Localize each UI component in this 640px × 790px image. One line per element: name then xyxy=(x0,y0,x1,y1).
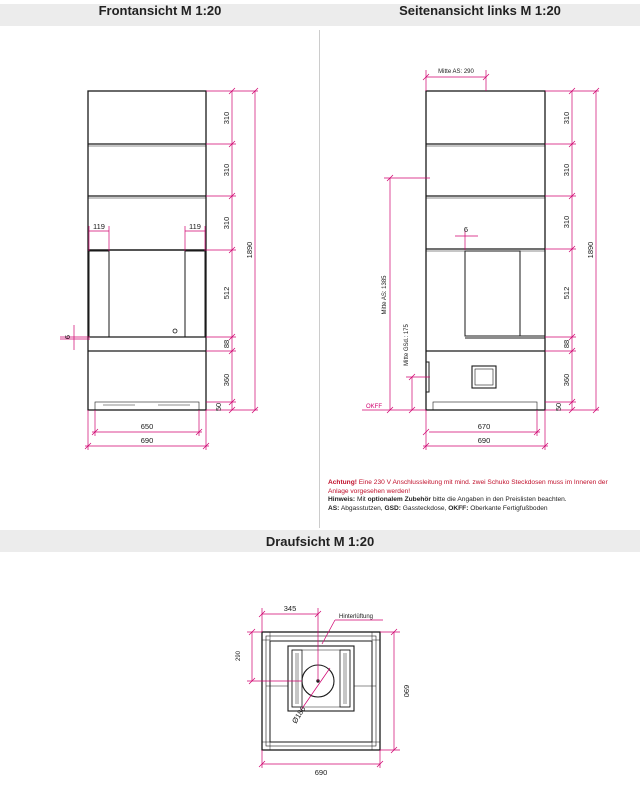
top-dim-690-width: 690 xyxy=(314,768,328,777)
front-dim-690: 690 xyxy=(140,436,154,445)
warning-note: Achtung! Eine 230 V Anschlussleitung mit mind. zwei Schuko Steckdosen muss im Inneren der Anlage vorgesehen werden! xyxy=(328,479,608,495)
side-plinth xyxy=(433,402,537,410)
side-dim-1890: 1890 xyxy=(586,241,595,259)
front-dim-360: 360 xyxy=(222,373,231,387)
top-burner-right xyxy=(340,650,350,707)
side-glass xyxy=(465,251,520,336)
front-dim-512: 512 xyxy=(222,286,231,300)
side-dim-310-c: 310 xyxy=(562,215,571,229)
side-dim-50: 50 xyxy=(554,402,563,412)
side-mitte-as-top: Mitte AS: 290 xyxy=(438,69,474,75)
top-inner-body xyxy=(270,641,372,742)
side-dim-512: 512 xyxy=(562,286,571,300)
front-dim-50: 50 xyxy=(214,402,223,412)
side-dimension-labels xyxy=(366,69,595,445)
side-dim-360: 360 xyxy=(562,373,571,387)
side-okff-label: OKFF xyxy=(366,404,382,410)
front-dim-310-a: 310 xyxy=(222,111,231,125)
front-view-title: Frontansicht M 1:20 xyxy=(98,3,222,18)
top-dim-345: 345 xyxy=(283,604,297,613)
front-dim-650: 650 xyxy=(140,422,154,431)
side-dim-88: 88 xyxy=(562,339,571,349)
top-dim-290: 290 xyxy=(236,650,242,662)
side-mitte-gsd: Mitte GSd.: 175 xyxy=(404,324,410,366)
side-dim-310-a: 310 xyxy=(562,111,571,125)
side-dim-670: 670 xyxy=(477,422,491,431)
front-dim-88: 88 xyxy=(222,339,231,349)
front-view xyxy=(88,91,206,410)
front-dim-310-b: 310 xyxy=(222,163,231,177)
side-dimensions xyxy=(362,70,599,450)
notes-block xyxy=(328,479,628,513)
side-view-title: Seitenansicht links M 1:20 xyxy=(399,3,561,18)
top-view xyxy=(262,632,380,750)
front-dim-1890: 1890 xyxy=(245,241,254,259)
front-right-pillar xyxy=(185,251,205,337)
front-plinth xyxy=(95,402,199,410)
top-dim-690-depth: 690 xyxy=(402,684,411,698)
top-label-hinterlueftung: Hinterlüftung xyxy=(339,614,374,620)
front-dim-119-left: 119 xyxy=(93,222,105,231)
side-dim-690: 690 xyxy=(477,436,491,445)
front-dim-310-c: 310 xyxy=(222,216,231,230)
hint-note: Hinweis: Mit optionalem Zubehör bitte die Angaben in den Preislisten beachten. xyxy=(328,496,567,504)
abbreviations-note: AS: Abgasstutzen, GSD: Gassteckdose, OKFF: Oberkante Fertigfußboden xyxy=(328,504,548,512)
top-dim-diameter: Ø186 xyxy=(290,704,308,726)
front-left-pillar xyxy=(89,251,109,337)
top-outline xyxy=(262,632,380,750)
side-view xyxy=(426,91,545,410)
top-burner-left xyxy=(292,650,302,707)
side-mitte-as-height: Mitte AS: 1385 xyxy=(382,275,388,315)
side-dim-6: 6 xyxy=(463,225,469,234)
top-view-title: Draufsicht M 1:20 xyxy=(265,534,375,549)
front-dim-6: 6 xyxy=(63,334,72,340)
side-dim-310-b: 310 xyxy=(562,163,571,177)
front-dim-119-right: 119 xyxy=(189,222,201,231)
control-knob xyxy=(173,329,177,333)
